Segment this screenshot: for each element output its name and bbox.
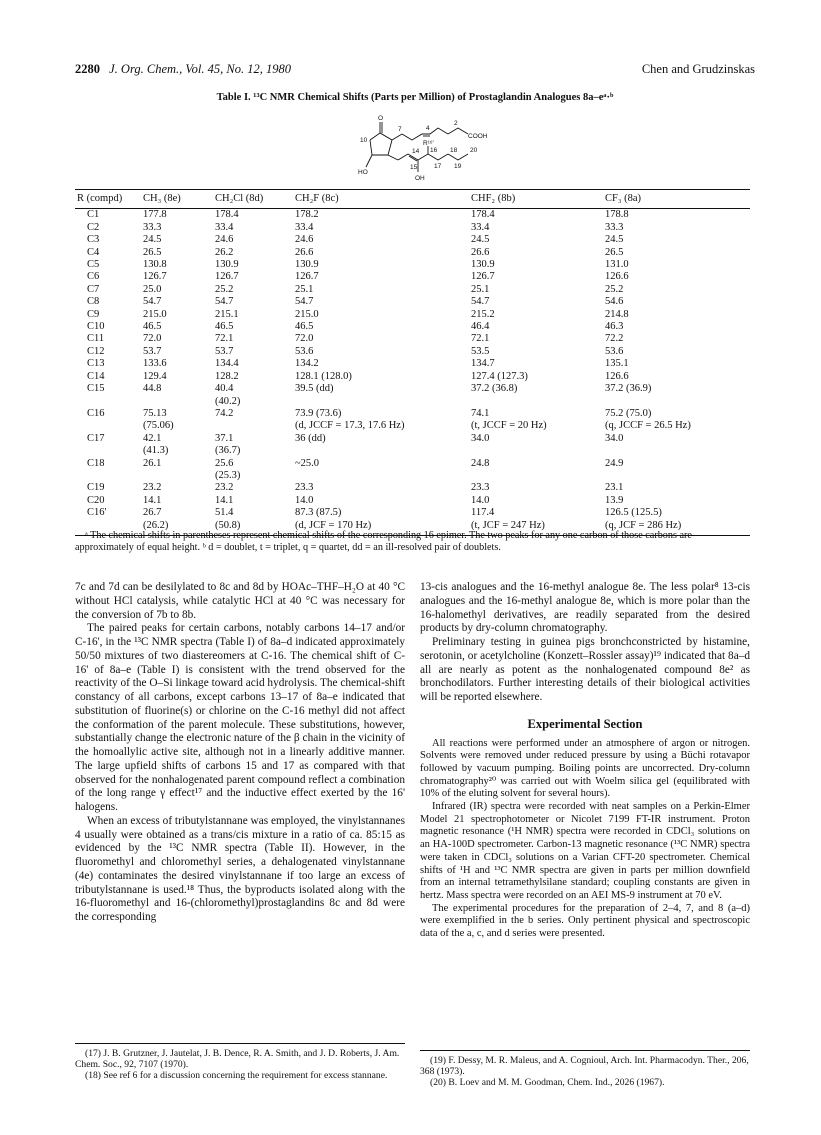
shift-cell	[293, 445, 469, 457]
reference: (20) B. Loev and M. M. Goodman, Chem. Ind., 2026 (1967).	[430, 1077, 665, 1089]
label-c2: 2	[454, 120, 458, 127]
table-row	[75, 495, 750, 507]
reference: (17) J. B. Grutzner, J. Jautelat, J. B. Dence, R. A. Smith, and J. D. Roberts, J. Am. Chem. Soc., 92, 7107 (1970).	[75, 1048, 400, 1071]
shift-cell: 74.2	[215, 407, 234, 419]
table-row	[75, 333, 750, 345]
table-row	[75, 296, 750, 308]
paragraph: When an excess of tributylstannane was employed, the vinylstannanes 4 usually were obtained as a trans/cis mixture in a ratio of ca. 85:15 as evidenced by the ¹³C NMR spectra (Table II). However, in the fluoromethyl and chloromethyl series, a dehalogenated vinylstannane (4e) contaminates the desired vinylstannane if too large an excess of tributylstannane is used.¹⁸ Thus, the byproducts isolated along with the 16-fluoromethyl and 16-(chloromethyl)prostaglandins 8c and 8d were the corresponding	[75, 814, 405, 923]
label-c10: 10	[360, 137, 368, 144]
row-label: C5	[87, 259, 100, 271]
header-ch2cl: CH₂Cl (8d)	[213, 190, 293, 209]
row-label: C1	[87, 209, 100, 221]
shift-cell: (41.3)	[143, 445, 169, 457]
shift-cell: (25.3)	[215, 469, 241, 481]
shift-cell: 72.0	[295, 333, 314, 345]
shift-cell: 14.1	[143, 494, 162, 506]
shift-cell: 54.6	[605, 296, 624, 308]
shift-cell: 74.1	[471, 407, 490, 419]
paragraph: The paired peaks for certain carbons, notably carbons 14–17 and/or C-16', in the ¹³C NMR spectra (Table I) of 8a–d indicated approximately 50/50 mixtures of two diastereomers at C-16. The chemical shift of C-16' of 8a–e (Table I) is consistent with the trend observed for the reactivity of the O–Si linkage toward acid hydrolysis. The chemical-shift constancy of all carbons, except carbons 13–17 of 8a–e indicated that substitution of fluorine(s) or chlorine on the C-16 methyl did not affect the conformation of the parent molecule. These substitutions, however, substantially change the electronic nature of the β chain in the vicinity of the homoallylic active site, although not in a linearly additive manner. The large upfield shifts of carbons 15 and 17 as compared with that observed for the nonhalogenated parent compound reflect a combination of the long range γ effect¹⁷ and the inductive effect exerted by the 16' halogens.	[75, 622, 405, 813]
table-row	[75, 458, 750, 470]
shift-cell	[293, 396, 469, 408]
header-ch2f: CH₂F (8c)	[293, 190, 469, 209]
shift-cell: 23.1	[605, 482, 624, 494]
label-c15: 15	[410, 164, 418, 171]
shift-cell: 37.1	[215, 432, 234, 444]
shift-cell: (75.06)	[143, 420, 174, 432]
row-label: C18	[87, 457, 105, 469]
shift-cell: 53.7	[215, 345, 234, 357]
label-cooh: COOH	[468, 133, 488, 140]
shift-cell: 72.2	[605, 333, 624, 345]
row-label	[75, 420, 141, 432]
shift-cell: 126.7	[143, 271, 167, 283]
label-oxo: O	[378, 115, 384, 122]
shift-cell: 33.4	[471, 221, 490, 233]
shift-cell: 24.6	[295, 234, 314, 246]
shift-cell: 178.2	[295, 209, 319, 221]
prostaglandin-structure-diagram	[330, 110, 510, 190]
shift-cell: 215.0	[143, 308, 167, 320]
shift-cell: 24.5	[471, 234, 490, 246]
shift-cell: 37.2 (36.9)	[605, 383, 652, 395]
row-label: C19	[87, 482, 105, 494]
table-row	[75, 371, 750, 383]
shift-cell: (36.7)	[215, 445, 241, 457]
shift-cell: 130.9	[471, 259, 495, 271]
body-column-right	[420, 581, 750, 941]
shift-cell: 130.8	[143, 259, 167, 271]
shift-cell: 23.2	[215, 482, 234, 494]
table-row	[75, 396, 750, 408]
shift-cell	[469, 396, 603, 408]
shift-cell: (26.2)	[141, 520, 213, 536]
shift-cell: 39.5 (dd)	[295, 383, 334, 395]
shift-cell: 33.3	[605, 221, 624, 233]
table-row	[75, 309, 750, 321]
shift-cell: (t, JCCF = 20 Hz)	[471, 420, 547, 432]
shift-cell: 37.2 (36.8)	[471, 383, 518, 395]
shift-cell: 215.0	[295, 308, 319, 320]
shift-cell: 134.2	[295, 358, 319, 370]
shift-cell: 46.5	[295, 321, 314, 333]
journal-citation: J. Org. Chem., Vol. 45, No. 12, 1980	[109, 62, 291, 76]
shift-cell: 178.4	[215, 209, 239, 221]
table-body	[75, 209, 750, 536]
label-c16: 16	[430, 147, 438, 154]
table-header-row	[75, 190, 750, 209]
shift-cell: (t, JCF = 247 Hz)	[469, 520, 603, 536]
row-label	[75, 470, 141, 482]
shift-cell: 133.6	[143, 358, 167, 370]
section-heading: Experimental Section	[527, 716, 643, 731]
shift-cell: 26.6	[471, 246, 490, 258]
shift-cell: 214.8	[605, 308, 629, 320]
table-row	[75, 383, 750, 395]
table-row	[75, 470, 750, 482]
shift-cell: 178.4	[471, 209, 495, 221]
table-row	[75, 408, 750, 420]
paragraph: Infrared (IR) spectra were recorded with neat samples on a Perkin-Elmer Model 21 spectrophotometer or Nicolet 7199 FT-IR instrument. Proton magnetic resonance (¹H NMR) spectra were recorded in CDCl₃ solutions on an HA-100D spectrometer. Carbon-13 magnetic resonance (¹³C NMR) spectra were taken in CDCl₃ solutions on a Varian CFT-20 spectrometer. Chemical shifts of ¹H and ¹³C NMR spectra are given in parts per million downfield from an internal tetramethylsilane standard; coupling constants are given in hertz. Mass spectra were recorded on an AEI MS-9 instrument at 70 eV.	[420, 801, 750, 901]
structure-labels	[358, 115, 488, 182]
shift-cell: 134.4	[215, 358, 239, 370]
shift-cell	[603, 445, 750, 457]
shift-cell: 23.3	[471, 482, 490, 494]
shift-cell: (q, JCCF = 26.5 Hz)	[605, 420, 691, 432]
label-r16: R¹⁶'	[423, 140, 434, 147]
table-row	[75, 284, 750, 296]
reference: (19) F. Dessy, M. R. Maleus, and A. Cognioul, Arch. Int. Pharmacodyn. Ther., 206, 368 (1973).	[420, 1055, 749, 1078]
label-c4: 4	[426, 125, 430, 132]
row-label	[75, 396, 141, 408]
shift-cell: 33.4	[295, 221, 314, 233]
shift-cell: 33.4	[215, 221, 234, 233]
shift-cell	[293, 470, 469, 482]
row-label: C9	[87, 308, 100, 320]
label-oh: OH	[415, 175, 425, 182]
row-label: C4	[87, 246, 100, 258]
table-row	[75, 271, 750, 283]
shift-cell: 127.4 (127.3)	[471, 370, 528, 382]
shift-cell: 26.6	[295, 246, 314, 258]
table-row	[75, 209, 750, 222]
row-label: C7	[87, 283, 100, 295]
row-label: C2	[87, 221, 100, 233]
row-label: C11	[87, 333, 105, 345]
shift-cell: 54.7	[295, 296, 314, 308]
paragraph: 13-cis analogues and the 16-methyl analogue 8e. The less polar⁸ 13-cis analogues and the 16-methyl analogue 8e, which is more polar than the 16-halomethyl derivatives, are readily separated from the desired products by dry-column chromatography.	[420, 581, 750, 635]
shift-cell: 54.7	[215, 296, 234, 308]
shift-cell: 25.2	[605, 283, 624, 295]
row-label: C13	[87, 358, 105, 370]
shift-cell: 33.3	[143, 221, 162, 233]
nmr-shift-table	[75, 189, 750, 536]
shift-cell: 72.1	[471, 333, 490, 345]
shift-cell: (d, JCF = 170 Hz)	[293, 520, 469, 536]
shift-cell: 72.1	[215, 333, 234, 345]
row-label: C20	[87, 494, 105, 506]
table-footnotes: ᵃ The chemical shifts in parentheses represent chemical shifts of the corresponding 16 epimer. The two peaks for any one carbon of those carbons are approximately of equal height. ᵇ d = doublet, t = triplet, q = quartet, dd = an ill-resolved pair of doublets.	[75, 530, 692, 554]
label-c20: 20	[470, 147, 478, 154]
paragraph: All reactions were performed under an atmosphere of argon or nitrogen. Solvents were removed under reduced pressure by using a Büchi rotavapor followed by vacuum pumping. Boiling points are uncorrected. Dry-column chromatography²⁰ was carried out with Woelm silica gel (equilibrated with 10% of the eluting solvent for several hours).	[420, 737, 750, 800]
shift-cell: 53.5	[471, 345, 490, 357]
shift-cell: 46.4	[471, 321, 490, 333]
running-head	[75, 62, 755, 82]
shift-cell: 25.1	[295, 283, 314, 295]
reference: (18) See ref 6 for a discussion concerning the requirement for excess stannane.	[85, 1070, 388, 1082]
body-column-left	[75, 581, 405, 925]
label-c7: 7	[398, 126, 402, 133]
shift-cell: 130.9	[295, 259, 319, 271]
shift-cell: 178.8	[605, 209, 629, 221]
page-number: 2280	[75, 62, 100, 76]
shift-cell: 34.0	[605, 432, 624, 444]
row-label: C16'	[87, 507, 107, 519]
table-row	[75, 482, 750, 494]
header-cf3: CF₃ (8a)	[603, 190, 750, 209]
header-r-compd: R (compd)	[75, 190, 141, 209]
shift-cell: 24.5	[143, 234, 162, 246]
shift-cell: 24.6	[215, 234, 234, 246]
shift-cell	[603, 396, 750, 408]
references-left	[75, 1043, 405, 1082]
header-ch3: CH₃ (8e)	[141, 190, 213, 209]
shift-cell: (50.8)	[213, 520, 293, 536]
row-label	[75, 445, 141, 457]
row-label: C6	[87, 271, 100, 283]
paragraph: Preliminary testing in guinea pigs bronchconstricted by histamine, serotonin, or acetylcholine (Konzett–Rossler assay)¹⁹ indicated that 8a–d all are nearly as potent as the nonhalogenated compound 8e² as bronchodilators. Further interesting details of their biological activities will be reported elsewhere.	[420, 636, 750, 703]
shift-cell: 14.0	[471, 494, 490, 506]
row-label: C17	[87, 432, 105, 444]
row-label: C8	[87, 296, 100, 308]
shift-cell: 126.6	[605, 370, 629, 382]
label-c18: 18	[450, 147, 458, 154]
shift-cell: 44.8	[143, 383, 162, 395]
shift-cell: 26.2	[215, 246, 234, 258]
shift-cell: (d, JCCF = 17.3, 17.6 Hz)	[295, 420, 405, 432]
shift-cell: 73.9 (73.6)	[295, 407, 342, 419]
table-row	[75, 420, 750, 432]
shift-cell: 24.5	[605, 234, 624, 246]
shift-cell	[141, 396, 213, 408]
shift-cell: 75.13	[143, 407, 167, 419]
shift-cell: 53.6	[295, 345, 314, 357]
shift-cell: 26.5	[605, 246, 624, 258]
paragraph: 7c and 7d can be desilylated to 8c and 8d by HOAc–THF–H₂O at 40 °C without HCl catalysis, while catalytic HCl at 40 °C was necessary for the conversion of 7b to 8b.	[75, 581, 405, 621]
shift-cell: 215.1	[215, 308, 239, 320]
table-row	[75, 259, 750, 271]
table-row	[75, 321, 750, 333]
shift-cell	[469, 445, 603, 457]
shift-cell: 26.5	[143, 246, 162, 258]
paragraph: The experimental procedures for the preparation of 2–4, 7, and 8 (a–d) were exemplified in the b series. Only pertinent physical and spectroscopic data of the a, c, and d series were presented.	[420, 902, 750, 940]
shift-cell: 25.6	[215, 457, 234, 469]
table-title: Table I. ¹³C NMR Chemical Shifts (Parts per Million) of Prostaglandin Analogues 8a–eᵃ·ᵇ	[216, 92, 614, 103]
shift-cell: 40.4	[215, 383, 234, 395]
shift-cell: 126.7	[295, 271, 319, 283]
references-right	[420, 1050, 750, 1089]
shift-cell: 51.4	[215, 507, 234, 519]
shift-cell: 24.8	[471, 457, 490, 469]
shift-cell: 134.7	[471, 358, 495, 370]
shift-cell: 126.7	[471, 271, 495, 283]
shift-cell: 36 (dd)	[295, 432, 326, 444]
shift-cell	[469, 470, 603, 482]
shift-cell: 131.0	[605, 259, 629, 271]
shift-cell: 25.2	[215, 283, 234, 295]
shift-cell: 25.1	[471, 283, 490, 295]
shift-cell: 128.2	[215, 370, 239, 382]
shift-cell: 215.2	[471, 308, 495, 320]
shift-cell	[141, 470, 213, 482]
shift-cell: 26.7	[143, 507, 162, 519]
row-label: C15	[87, 383, 105, 395]
table-row	[75, 507, 750, 519]
shift-cell: (q, JCF = 286 Hz)	[603, 520, 750, 536]
shift-cell: 23.2	[143, 482, 162, 494]
header-chf2: CHF₂ (8b)	[469, 190, 603, 209]
table-row	[75, 433, 750, 445]
shift-cell: 14.1	[215, 494, 234, 506]
table-row	[75, 445, 750, 457]
shift-cell: 72.0	[143, 333, 162, 345]
label-c19: 19	[454, 163, 462, 170]
shift-cell: 126.5 (125.5)	[605, 507, 662, 519]
row-label: C12	[87, 345, 105, 357]
shift-cell: 177.8	[143, 209, 167, 221]
shift-cell: 126.7	[215, 271, 239, 283]
shift-cell: 75.2 (75.0)	[605, 407, 652, 419]
shift-cell	[213, 420, 293, 432]
shift-cell: 26.1	[143, 457, 162, 469]
shift-cell: 129.4	[143, 370, 167, 382]
shift-cell: (40.2)	[215, 395, 241, 407]
shift-cell: 25.0	[143, 283, 162, 295]
table-row	[75, 346, 750, 358]
label-c17: 17	[434, 163, 442, 170]
row-label: C10	[87, 321, 105, 333]
shift-cell: 34.0	[471, 432, 490, 444]
shift-cell: 53.7	[143, 345, 162, 357]
label-ho: HO	[358, 169, 368, 176]
shift-cell: 117.4	[471, 507, 495, 519]
shift-cell: 130.9	[215, 259, 239, 271]
row-label: C3	[87, 234, 100, 246]
shift-cell: 14.0	[295, 494, 314, 506]
shift-cell: 128.1 (128.0)	[295, 370, 352, 382]
shift-cell: 23.3	[295, 482, 314, 494]
table-row	[75, 234, 750, 246]
label-c14: 14	[412, 148, 420, 155]
shift-cell: 54.7	[471, 296, 490, 308]
table-row	[75, 358, 750, 370]
shift-cell: 46.3	[605, 321, 624, 333]
shift-cell: 46.5	[143, 321, 162, 333]
shift-cell: 53.6	[605, 345, 624, 357]
shift-cell: 135.1	[605, 358, 629, 370]
shift-cell: 87.3 (87.5)	[295, 507, 342, 519]
table-row	[75, 222, 750, 234]
shift-cell	[603, 470, 750, 482]
table-row	[75, 247, 750, 259]
shift-cell: 13.9	[605, 494, 624, 506]
shift-cell: ~25.0	[295, 457, 320, 469]
shift-cell: 42.1	[143, 432, 162, 444]
shift-cell: 46.5	[215, 321, 234, 333]
row-label: C14	[87, 370, 105, 382]
shift-cell: 24.9	[605, 457, 624, 469]
running-authors: Chen and Grudzinskas	[641, 62, 755, 76]
shift-cell: 126.6	[605, 271, 629, 283]
shift-cell: 54.7	[143, 296, 162, 308]
row-label: C16	[87, 407, 105, 419]
